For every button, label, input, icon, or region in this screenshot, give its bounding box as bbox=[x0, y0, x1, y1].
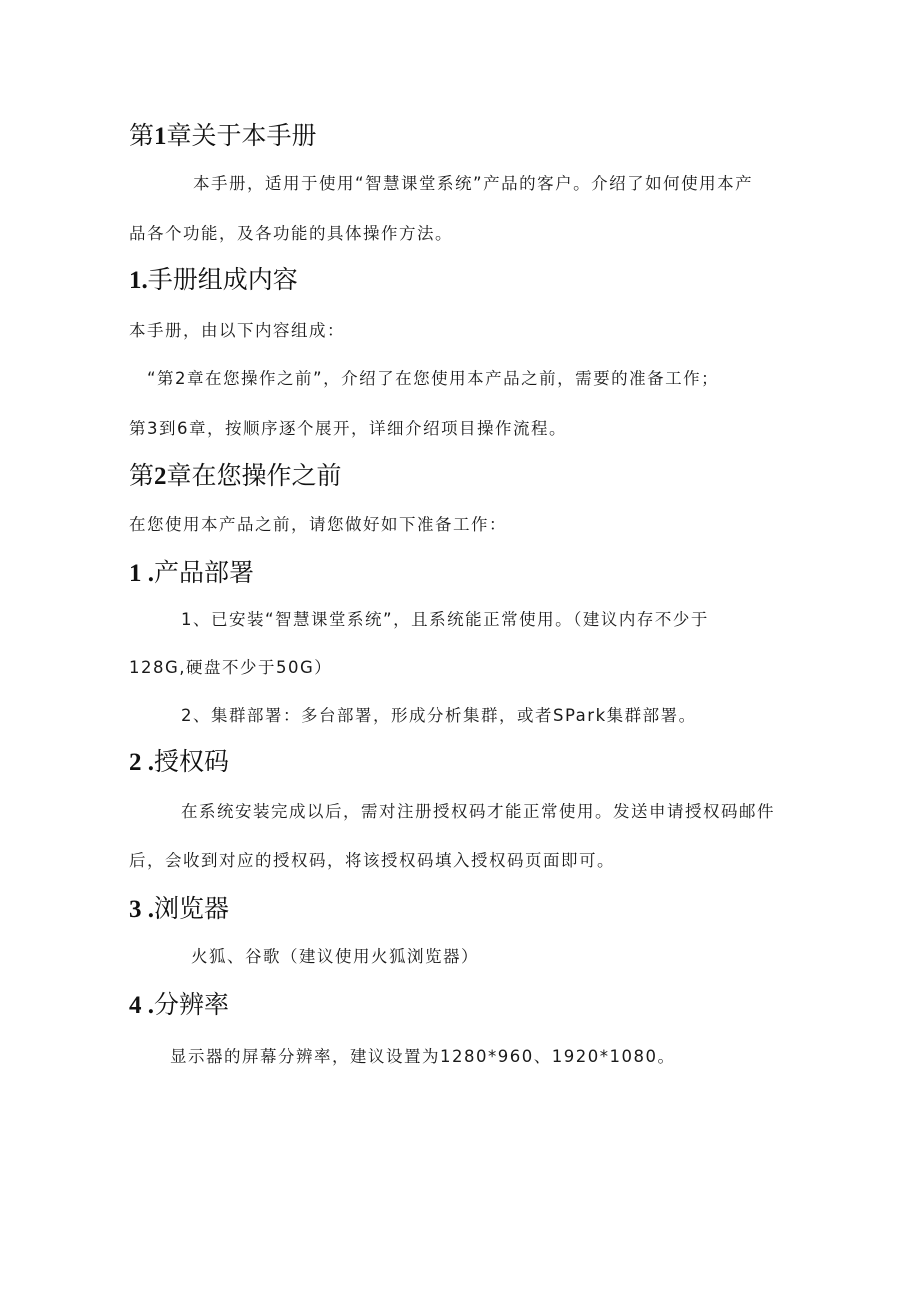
chapter-2-heading bbox=[129, 463, 342, 489]
chapter-1-intro-line-1: 本手册，适用于使用“智慧课堂系统”产品的客户。介绍了如何使用本产 bbox=[193, 174, 754, 193]
deploy-line-2: 128G,硬盘不少于50G） bbox=[129, 658, 333, 677]
chapter-number: 1 bbox=[154, 123, 167, 150]
section-number: 1. bbox=[129, 267, 148, 294]
section-title: 产品部署 bbox=[154, 558, 255, 587]
deploy-line-1: 1、已安装“智慧课堂系统”，且系统能正常使用。（建议内存不少于 bbox=[181, 610, 709, 629]
section-number: 4 . bbox=[129, 992, 154, 1019]
section-deploy-heading bbox=[129, 560, 254, 586]
section-number: 2 . bbox=[129, 749, 154, 776]
chapter-title: 章在您操作之前 bbox=[166, 461, 342, 490]
section-title: 授权码 bbox=[154, 747, 230, 776]
resolution-line-1: 显示器的屏幕分辨率，建议设置为1280*960、1920*1080。 bbox=[170, 1047, 676, 1066]
section-number: 3 . bbox=[129, 896, 154, 923]
section-browser-heading bbox=[129, 896, 229, 922]
chapter-prefix: 第 bbox=[129, 461, 155, 490]
section-title: 手册组成内容 bbox=[147, 265, 298, 294]
chapter-prefix: 第 bbox=[129, 121, 155, 150]
composition-item-1: “第2章在您操作之前”，介绍了在您使用本产品之前，需要的准备工作； bbox=[147, 369, 720, 388]
chapter-2-intro: 在您使用本产品之前，请您做好如下准备工作： bbox=[129, 515, 507, 534]
section-number: 1 . bbox=[129, 560, 154, 587]
section-composition-heading bbox=[129, 267, 298, 293]
license-line-2: 后，会收到对应的授权码，将该授权码填入授权码页面即可。 bbox=[129, 851, 615, 870]
composition-item-2: 第3到6章，按顺序逐个展开，详细介绍项目操作流程。 bbox=[129, 419, 567, 438]
browser-line-1: 火狐、谷歌（建议使用火狐浏览器） bbox=[191, 947, 479, 966]
chapter-1-intro-line-2: 品各个功能，及各功能的具体操作方法。 bbox=[129, 224, 453, 243]
composition-lead: 本手册，由以下内容组成： bbox=[129, 321, 345, 340]
section-title: 分辨率 bbox=[154, 990, 230, 1019]
deploy-line-3: 2、集群部署：多台部署，形成分析集群，或者SPark集群部署。 bbox=[181, 706, 697, 725]
section-title: 浏览器 bbox=[154, 894, 230, 923]
license-line-1: 在系统安装完成以后，需对注册授权码才能正常使用。发送申请授权码邮件 bbox=[181, 802, 775, 821]
chapter-title: 章关于本手册 bbox=[166, 121, 317, 150]
chapter-number: 2 bbox=[154, 463, 167, 490]
section-resolution-heading bbox=[129, 992, 229, 1018]
chapter-1-heading bbox=[129, 123, 317, 149]
section-license-heading bbox=[129, 749, 229, 775]
